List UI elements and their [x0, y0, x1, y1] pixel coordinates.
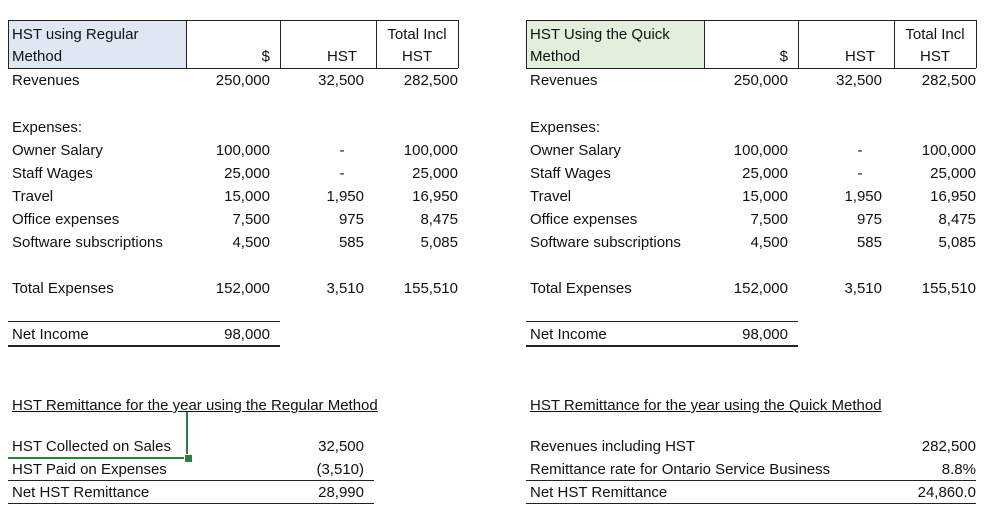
remittance-row-2-value: 28,990	[318, 484, 364, 501]
expense-row-4-hst: 585	[856, 234, 882, 251]
remittance-row-0-label: Revenues including HST	[530, 438, 696, 455]
header-left-border	[8, 20, 9, 68]
remittance-row-2-value: 24,860.0	[917, 484, 976, 501]
remittance-row-1-label: Remittance rate for Ontario Service Business	[530, 461, 831, 478]
remittance-total-top-border	[8, 480, 374, 481]
total-expenses-row-hst: 3,510	[844, 280, 882, 297]
net-income-bottom-border	[8, 345, 280, 347]
expense-row-2-hst: 1,950	[844, 188, 882, 205]
revenues-row-label: Revenues	[12, 72, 80, 89]
expense-row-1-label: Staff Wages	[530, 165, 611, 182]
expenses-heading: Expenses:	[530, 119, 601, 136]
expense-row-3-label: Office expenses	[530, 211, 638, 228]
expense-row-1-total: 25,000	[412, 165, 458, 182]
header-left-border	[526, 20, 527, 68]
header-right-border	[976, 20, 977, 68]
net-income-bottom-border	[526, 345, 798, 347]
remittance-title: HST Remittance for the year using the Quick Method	[530, 397, 882, 414]
total-expenses-row-hst: 3,510	[326, 280, 364, 297]
remittance-row-1-value: (3,510)	[316, 461, 364, 478]
header-top-border	[526, 20, 976, 21]
expense-row-3-hst: 975	[338, 211, 364, 228]
expense-row-0-hst: -	[857, 142, 863, 159]
header-divider-2	[280, 20, 281, 68]
expense-row-2-total: 16,950	[930, 188, 976, 205]
expense-row-2-label: Travel	[530, 188, 572, 205]
expense-row-0-total: 100,000	[921, 142, 976, 159]
expense-row-3-hst: 975	[856, 211, 882, 228]
remittance-total-bottom-border	[526, 503, 976, 504]
header-col-hst: HST	[845, 48, 875, 65]
header-divider-2	[798, 20, 799, 68]
header-col-total-line1: Total Incl	[387, 26, 447, 43]
expense-row-3-label: Office expenses	[12, 211, 120, 228]
remittance-row-0-label: HST Collected on Sales	[12, 438, 171, 455]
header-title-line2: Method	[530, 48, 581, 65]
remittance-row-2-label: Net HST Remittance	[530, 484, 668, 501]
header-title-line1: HST Using the Quick	[530, 26, 670, 43]
expense-row-0-label: Owner Salary	[530, 142, 621, 159]
expense-row-0-hst: -	[339, 142, 345, 159]
expenses-heading: Expenses:	[12, 119, 83, 136]
header-col-total-line2: HST	[402, 48, 432, 65]
header-col-total-line2: HST	[920, 48, 950, 65]
expense-row-2-hst: 1,950	[326, 188, 364, 205]
fill-handle[interactable]	[184, 454, 193, 463]
remittance-title: HST Remittance for the year using the Regular Method	[12, 397, 378, 414]
net-income-top-border	[526, 321, 798, 322]
expense-row-3-total: 8,475	[938, 211, 976, 228]
net-income-top-border	[8, 321, 280, 322]
expense-row-1-hst: -	[857, 165, 863, 182]
expense-row-4-label: Software subscriptions	[530, 234, 681, 251]
revenues-row-total: 282,500	[403, 72, 458, 89]
expense-row-4-amount: 4,500	[750, 234, 788, 251]
expense-row-4-label: Software subscriptions	[12, 234, 163, 251]
header-col-total-line1: Total Incl	[905, 26, 965, 43]
remittance-row-0-value: 32,500	[318, 438, 364, 455]
expense-row-3-total: 8,475	[420, 211, 458, 228]
net-income-amount: 98,000	[742, 326, 788, 343]
header-title-line1: HST using Regular	[12, 26, 139, 43]
expense-row-4-total: 5,085	[938, 234, 976, 251]
selected-cell-outline[interactable]	[8, 412, 188, 459]
remittance-row-1-value: 8.8%	[941, 461, 976, 478]
expense-row-1-amount: 25,000	[742, 165, 788, 182]
expense-row-2-total: 16,950	[412, 188, 458, 205]
header-title-line2: Method	[12, 48, 63, 65]
expense-row-4-hst: 585	[338, 234, 364, 251]
remittance-row-2-label: Net HST Remittance	[12, 484, 150, 501]
header-col-amount: $	[779, 48, 788, 65]
header-divider-1	[186, 20, 187, 68]
expense-row-2-amount: 15,000	[224, 188, 270, 205]
header-divider-1	[704, 20, 705, 68]
remittance-total-top-border	[526, 480, 976, 481]
total-expenses-row-total: 155,510	[403, 280, 458, 297]
header-bottom-border	[526, 68, 976, 69]
header-bottom-border	[8, 68, 458, 69]
expense-row-2-label: Travel	[12, 188, 54, 205]
expense-row-3-amount: 7,500	[750, 211, 788, 228]
expense-row-4-amount: 4,500	[232, 234, 270, 251]
revenues-row-hst: 32,500	[318, 72, 364, 89]
revenues-row-amount: 250,000	[733, 72, 788, 89]
total-expenses-row-amount: 152,000	[733, 280, 788, 297]
header-right-border	[458, 20, 459, 68]
revenues-row-amount: 250,000	[215, 72, 270, 89]
expense-row-1-hst: -	[339, 165, 345, 182]
net-income-amount: 98,000	[224, 326, 270, 343]
remittance-row-1-label: HST Paid on Expenses	[12, 461, 167, 478]
total-expenses-row-amount: 152,000	[215, 280, 270, 297]
remittance-row-0-value: 282,500	[921, 438, 976, 455]
expense-row-0-amount: 100,000	[733, 142, 788, 159]
header-col-amount: $	[261, 48, 270, 65]
total-expenses-row-total: 155,510	[921, 280, 976, 297]
net-income-label: Net Income	[530, 326, 607, 343]
expense-row-1-amount: 25,000	[224, 165, 270, 182]
total-expenses-row-label: Total Expenses	[530, 280, 632, 297]
net-income-label: Net Income	[12, 326, 89, 343]
expense-row-4-total: 5,085	[420, 234, 458, 251]
header-top-border	[8, 20, 458, 21]
remittance-total-bottom-border	[8, 503, 374, 504]
total-expenses-row-label: Total Expenses	[12, 280, 114, 297]
expense-row-1-total: 25,000	[930, 165, 976, 182]
expense-row-0-amount: 100,000	[215, 142, 270, 159]
header-col-hst: HST	[327, 48, 357, 65]
expense-row-1-label: Staff Wages	[12, 165, 93, 182]
expense-row-3-amount: 7,500	[232, 211, 270, 228]
expense-row-0-label: Owner Salary	[12, 142, 103, 159]
expense-row-0-total: 100,000	[403, 142, 458, 159]
expense-row-2-amount: 15,000	[742, 188, 788, 205]
revenues-row-label: Revenues	[530, 72, 598, 89]
revenues-row-hst: 32,500	[836, 72, 882, 89]
revenues-row-total: 282,500	[921, 72, 976, 89]
